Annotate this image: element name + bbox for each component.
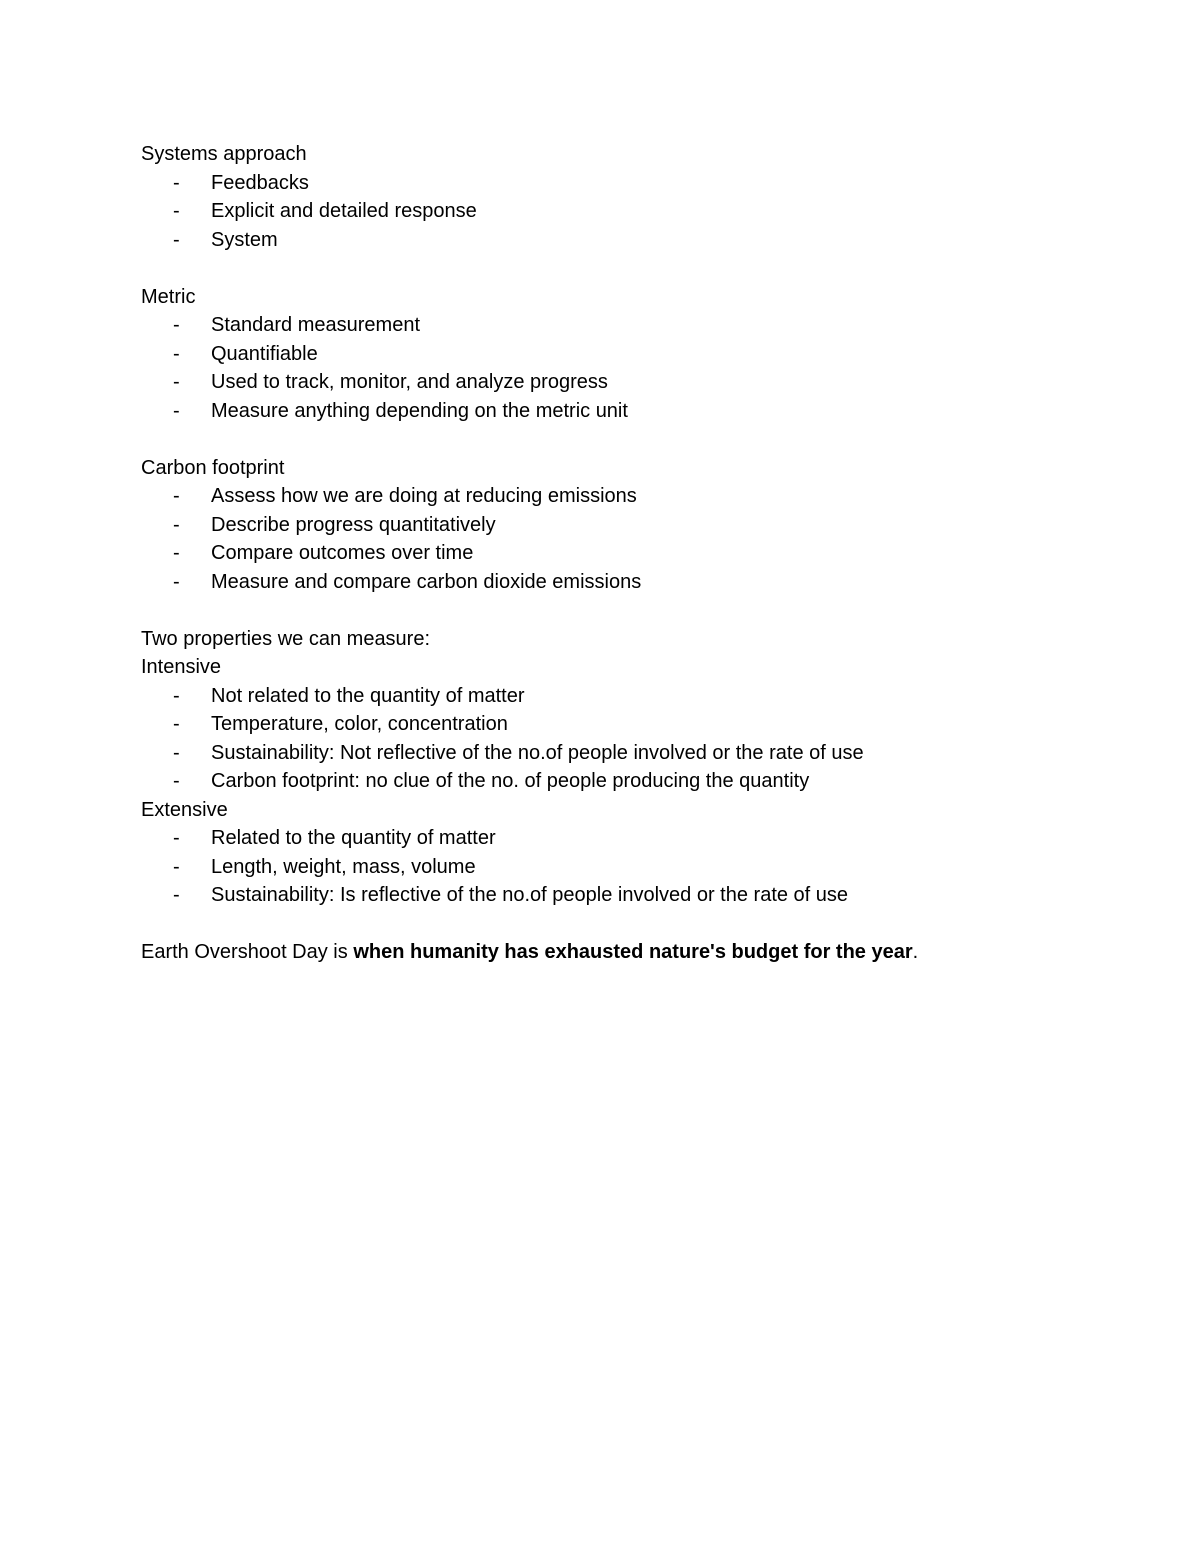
list-item: - Temperature, color, concentration [141, 710, 1041, 739]
bullet-dash: - [173, 741, 180, 764]
overshoot-definition: when humanity has exhausted nature's budget for the year [353, 941, 913, 963]
bullet-dash: - [173, 513, 180, 536]
spacer [141, 425, 1041, 454]
list-item: - Explicit and detailed response [141, 197, 1041, 226]
bullet-dash: - [173, 485, 180, 507]
overshoot-prefix: Earth Overshoot Day is [141, 941, 354, 963]
list-item: - Used to track, monitor, and analyze progress [141, 368, 1041, 397]
bullet-dash: - [173, 855, 180, 878]
bullet-dash: - [173, 342, 180, 365]
document-body [141, 140, 1041, 967]
list-item: - Standard measurement [141, 311, 1041, 340]
spacer [141, 910, 1041, 939]
list-item: - Measure anything depending on the metric unit [141, 397, 1041, 426]
list-item: - Quantifiable [141, 340, 1041, 369]
list-item: - Not related to the quantity of matter [141, 682, 1041, 711]
section-heading: Carbon footprint [141, 456, 285, 479]
section-systems-approach [141, 140, 1041, 254]
spacer [141, 596, 1041, 625]
bullet-dash: - [173, 228, 180, 251]
list-item: - Length, weight, mass, volume [141, 853, 1041, 882]
bullet-dash: - [173, 314, 180, 336]
section-heading: Metric [141, 285, 196, 308]
bullet-dash: - [173, 171, 180, 194]
list-item: - Assess how we are doing at reducing emissions [141, 482, 1041, 511]
list-item: - System [141, 226, 1041, 255]
bullet-dash: - [173, 542, 180, 564]
bullet-dash: - [173, 371, 180, 393]
list-item: - Describe progress quantitatively [141, 511, 1041, 540]
list-item: - Compare outcomes over time [141, 539, 1041, 568]
extensive-heading: Extensive [141, 798, 228, 821]
bullet-dash: - [173, 570, 180, 593]
bullet-dash: - [173, 684, 180, 707]
list-item: - Sustainability: Not reflective of the no.of people involved or the rate of use [141, 739, 1041, 768]
bullet-dash: - [173, 884, 180, 906]
bullet-dash: - [173, 827, 180, 849]
intensive-heading: Intensive [141, 656, 222, 678]
overshoot-suffix: . [912, 941, 919, 963]
bullet-dash: - [173, 713, 180, 735]
properties-intro: Two properties we can measure: [141, 627, 431, 650]
list-item: - Related to the quantity of matter [141, 824, 1041, 853]
bullet-dash: - [173, 399, 180, 422]
bullet-dash: - [173, 200, 180, 222]
bullet-dash: - [173, 770, 180, 792]
section-carbon-footprint [141, 454, 1041, 597]
section-heading: Systems approach [141, 143, 307, 165]
section-properties [141, 625, 1041, 910]
list-item: - Sustainability: Is reflective of the no.of people involved or the rate of use [141, 881, 1041, 910]
section-metric [141, 283, 1041, 426]
spacer [141, 254, 1041, 283]
overshoot-sentence [141, 938, 1041, 967]
list-item: - Measure and compare carbon dioxide emissions [141, 568, 1041, 597]
list-item: - Carbon footprint: no clue of the no. of people producing the quantity [141, 767, 1041, 796]
list-item: - Feedbacks [141, 169, 1041, 198]
